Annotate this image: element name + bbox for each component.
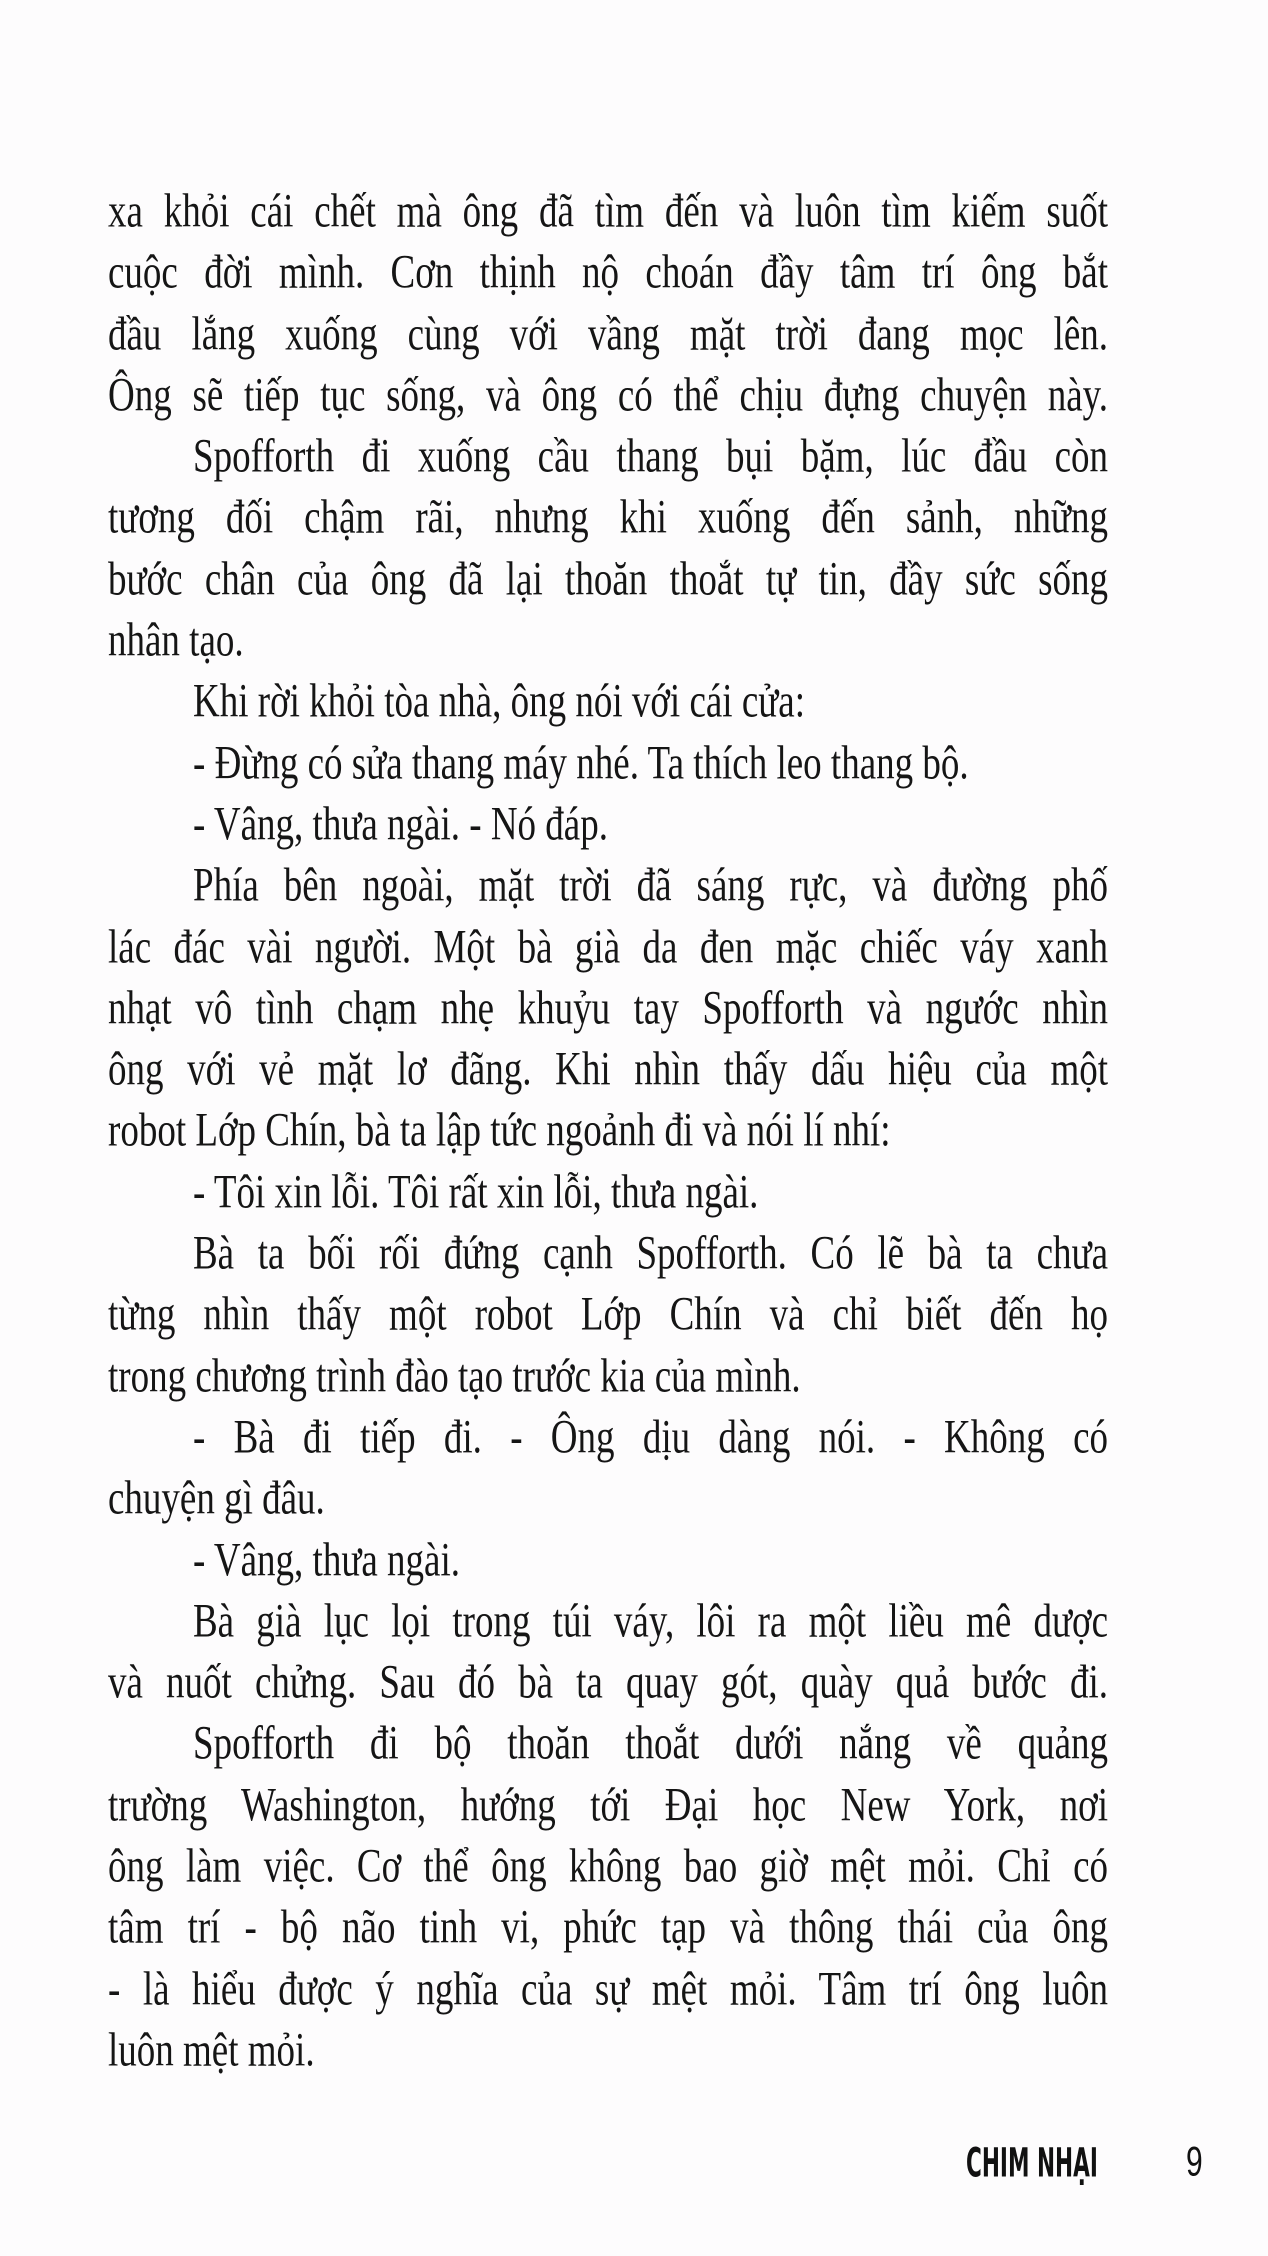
body-text xyxy=(108,182,1108,2082)
text-line-content: Spofforth đi bộ thoăn thoắt dưới nắng về quảng xyxy=(193,1717,1108,1771)
text-line-content: Phía bên ngoài, mặt trời đã sáng rực, và đường phố xyxy=(193,859,1108,913)
text-line-content: - Vâng, thưa ngài. xyxy=(193,1533,461,1587)
text-line-content: - là hiểu được ý nghĩa của sự mệt mỏi. Tâm trí ông luôn xyxy=(108,1962,1108,2016)
text-line-content: nhân tạo. xyxy=(108,614,244,667)
text-line-content: Spofforth đi xuống cầu thang bụi bặm, lúc đầu còn xyxy=(193,430,1108,484)
text-line-content: đầu lắng xuống cùng với vầng mặt trời đang mọc lên. xyxy=(108,307,1108,361)
text-line-content: lác đác vài người. Một bà già da đen mặc chiếc váy xanh xyxy=(108,920,1108,974)
text-line-content: từng nhìn thấy một robot Lớp Chín và chỉ biết đến họ xyxy=(108,1288,1108,1342)
text-line-content: - Đừng có sửa thang máy nhé. Ta thích leo thang bộ. xyxy=(193,737,969,790)
text-line-content: và nuốt chửng. Sau đó bà ta quay gót, quày quả bước đi. xyxy=(108,1656,1108,1709)
running-footer-title: CHIM NHẠI xyxy=(966,2140,1098,2187)
text-line xyxy=(108,2021,1108,2082)
text-line-content: tâm trí - bộ não tinh vi, phức tạp và thông thái của ông xyxy=(108,1901,1108,1955)
text-line-content: Khi rời khỏi tòa nhà, ông nói với cái cửa: xyxy=(193,675,805,729)
text-line-content: - Bà đi tiếp đi. - Ông dịu dàng nói. - Không có xyxy=(193,1411,1108,1464)
text-line-content: chuyện gì đâu. xyxy=(108,1472,325,1526)
text-line-content: ông làm việc. Cơ thể ông không bao giờ mệt mỏi. Chỉ có xyxy=(108,1840,1108,1893)
text-line-content: trong chương trình đào tạo trước kia của mình. xyxy=(108,1350,801,1403)
text-line-content: Ông sẽ tiếp tục sống, và ông có thể chịu đựng chuyện này. xyxy=(108,369,1108,422)
paragraph xyxy=(108,1224,1108,1408)
text-line-content: tương đối chậm rãi, nhưng khi xuống đến sảnh, những xyxy=(108,491,1108,545)
text-line-content: Bà già lục lọi trong túi váy, lôi ra một liều mê dược xyxy=(193,1595,1108,1648)
paragraph xyxy=(108,1408,1108,1531)
paragraph xyxy=(108,427,1108,672)
paragraph xyxy=(108,856,1108,1162)
text-line-content: cuộc đời mình. Cơn thịnh nộ choán đầy tâm trí ông bắt xyxy=(108,246,1108,300)
text-line-content: - Vâng, thưa ngài. - Nó đáp. xyxy=(193,798,608,851)
text-line-content: bước chân của ông đã lại thoăn thoắt tự tin, đầy sức sống xyxy=(108,553,1108,606)
page-number: 9 xyxy=(1186,2139,1203,2186)
text-line-content: robot Lớp Chín, bà ta lập tức ngoảnh đi và nói lí nhí: xyxy=(108,1104,891,1158)
text-line-content: Bà ta bối rối đứng cạnh Spofforth. Có lẽ bà ta chưa xyxy=(193,1227,1108,1280)
text-line-content: luôn mệt mỏi. xyxy=(108,2024,315,2077)
text-line-content: nhạt vô tình chạm nhẹ khuỷu tay Spofforth và ngước nhìn xyxy=(108,982,1108,1035)
paragraph xyxy=(108,182,1108,427)
paragraph xyxy=(108,1714,1108,2082)
text-line-content: - Tôi xin lỗi. Tôi rất xin lỗi, thưa ngài. xyxy=(193,1166,759,1219)
text-line-content: trường Washington, hướng tới Đại học New York, nơi xyxy=(108,1779,1108,1832)
text-line-content: xa khỏi cái chết mà ông đã tìm đến và luôn tìm kiếm suốt xyxy=(108,185,1108,238)
paragraph xyxy=(108,1592,1108,1715)
text-line-content: ông với vẻ mặt lơ đãng. Khi nhìn thấy dấu hiệu của một xyxy=(108,1043,1108,1096)
